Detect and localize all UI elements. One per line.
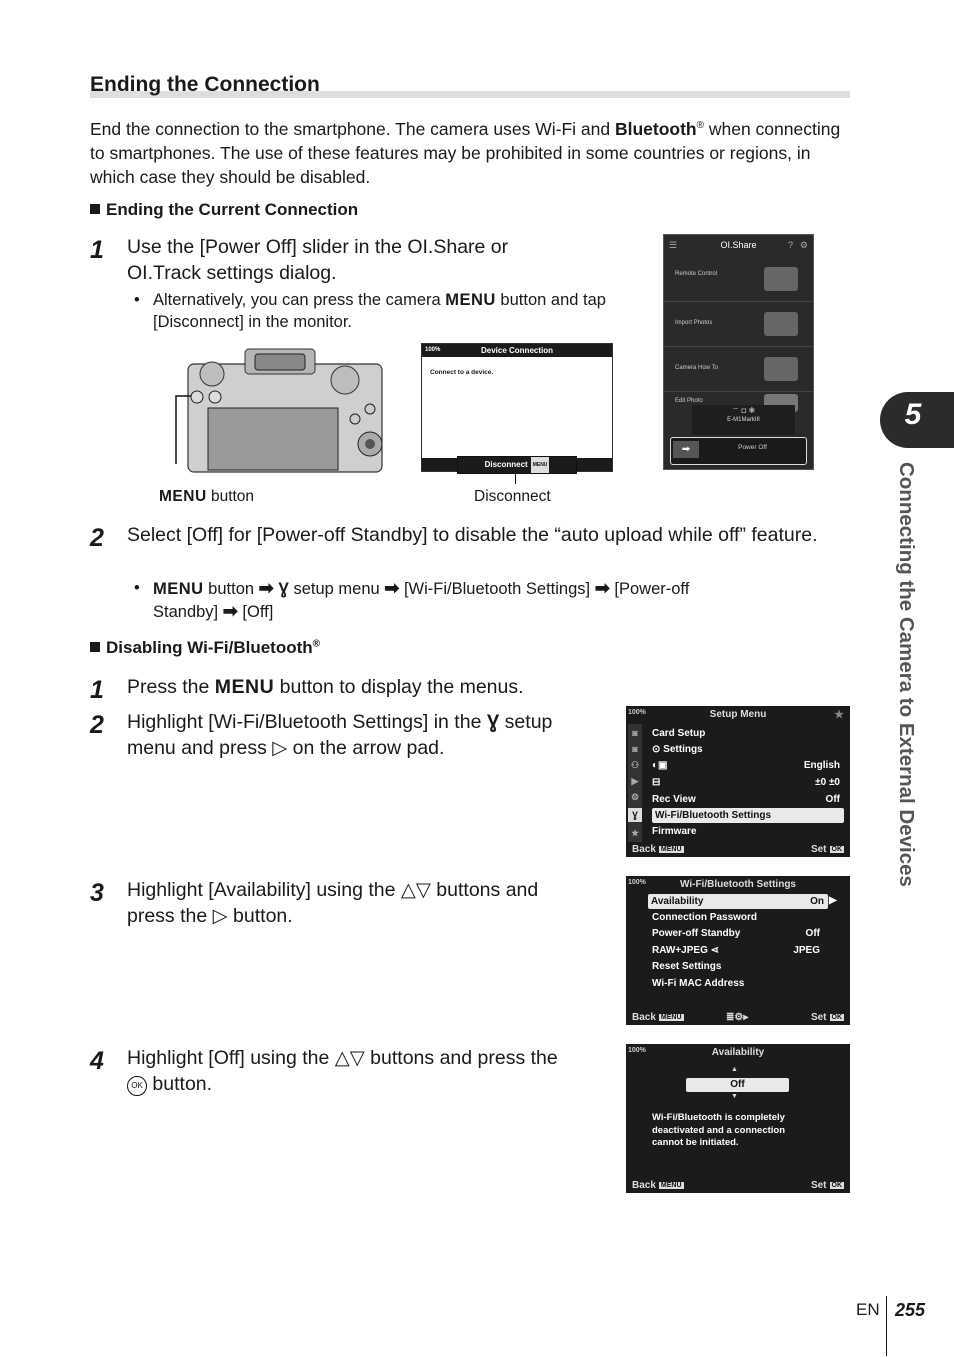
- row-value: On: [810, 896, 824, 907]
- step-text: Use the [Power Off] slider in the OI.Share or OI.Track settings dialog.: [127, 236, 509, 284]
- battery-icon: 100%: [628, 709, 646, 716]
- menu-row[interactable]: [652, 775, 844, 790]
- menu-tag: MENU: [660, 1182, 682, 1189]
- menu-row[interactable]: [652, 910, 824, 925]
- bullet-text-a: Alternatively, you can press the camera: [153, 291, 446, 309]
- row-label: Connection Password: [652, 912, 758, 923]
- language-icon: ◐▣: [652, 760, 668, 771]
- row-label: Availability: [651, 896, 704, 907]
- path-text: [Power-off: [609, 580, 690, 598]
- path-text: button: [203, 580, 255, 598]
- phone-item[interactable]: [664, 257, 813, 302]
- intro-bluetooth: Bluetooth: [614, 118, 697, 139]
- disconnect-button[interactable]: [457, 456, 577, 474]
- step-text: [127, 1045, 617, 1097]
- availability-message: Wi-Fi/Bluetooth is completely deactivated and a connection cannot be initiated.: [652, 1112, 786, 1148]
- bullet-text-b: button and tap [Disconnect] in the monitor.: [153, 291, 606, 331]
- availability-option-selected[interactable]: [686, 1078, 789, 1092]
- step-number: 1: [90, 236, 104, 264]
- phone-item[interactable]: [664, 347, 813, 392]
- share-icon: ⋖: [707, 945, 720, 956]
- row-label: RAW+JPEG: [652, 945, 708, 956]
- row-value: Off: [805, 928, 820, 939]
- disconnect-leader-line: [515, 470, 516, 484]
- row-label: Wi-Fi MAC Address: [652, 978, 745, 989]
- option-label: Off: [730, 1079, 745, 1090]
- bullet-dot: •: [134, 579, 140, 597]
- row-label: Reset Settings: [652, 961, 722, 972]
- device-screen-body: Connect to a device.: [430, 369, 494, 376]
- step-text-b: buttons and: [430, 879, 539, 901]
- row-label: Wi-Fi/Bluetooth Settings: [655, 810, 772, 821]
- set-label: Set: [810, 1180, 827, 1191]
- mymenu-tab-icon[interactable]: ★: [630, 828, 640, 838]
- path-text: [Wi-Fi/Bluetooth Settings]: [399, 580, 591, 598]
- step-text-d: on the arrow pad.: [287, 737, 445, 759]
- phone-connect-popup: [692, 405, 795, 435]
- row-label: Rec View: [652, 794, 696, 805]
- battery-icon: 100%: [628, 1047, 646, 1054]
- menu-tag: MENU: [660, 1014, 682, 1021]
- camera-caption-text: button: [206, 488, 255, 505]
- footer-divider: [886, 1296, 887, 1356]
- step-text-a: Highlight [Availability] using the: [127, 879, 401, 901]
- subsection-title-1: [90, 200, 358, 220]
- help-icon[interactable]: ?: [787, 240, 793, 250]
- back-label: Back: [632, 1180, 656, 1191]
- monitor-adjust-icon: ⊟: [652, 777, 661, 788]
- back-hint: [632, 1012, 684, 1023]
- step-text: [127, 709, 607, 761]
- ok-tag: OK: [831, 1014, 842, 1021]
- menu-word: MENU: [445, 291, 496, 309]
- right-arrow-icon: ➡: [384, 578, 400, 598]
- battery-icon: 100%: [425, 347, 441, 353]
- bullet-menu-path: [153, 577, 843, 623]
- step-text: Select [Off] for [Power-off Standby] to disable the “auto upload while off” feature.: [127, 524, 818, 546]
- menu-word: MENU: [153, 580, 204, 598]
- menu-row[interactable]: [652, 959, 824, 974]
- menu-row[interactable]: [652, 824, 844, 839]
- disconnect-caption: Disconnect: [474, 488, 551, 505]
- right-arrow-icon: ➡: [258, 578, 274, 598]
- screen-title: Setup Menu: [709, 709, 767, 720]
- step-number: 2: [90, 711, 104, 739]
- menu-row[interactable]: [652, 976, 824, 991]
- back-label: Back: [632, 844, 656, 855]
- path-text: Standby]: [153, 603, 219, 621]
- intro-reg: ®: [696, 120, 704, 131]
- ok-tag: OK: [831, 1182, 842, 1189]
- row-label: Firmware: [652, 826, 697, 837]
- camera-howto-icon: [764, 357, 798, 381]
- row-value: ±0 ±0: [815, 777, 840, 788]
- device-connection-screen: [421, 343, 613, 472]
- footer-lang: EN: [856, 1300, 880, 1319]
- menu-row[interactable]: [652, 742, 844, 757]
- intro-paragraph: [90, 114, 850, 189]
- chapter-number: 5: [904, 398, 922, 431]
- arrow-right-outline-icon: ▷: [212, 905, 228, 927]
- up-down-arrows-icon: △▽: [334, 1047, 365, 1069]
- up-arrow-icon: ▲: [731, 1066, 738, 1073]
- step-number: 1: [90, 676, 104, 704]
- remote-icon: [764, 267, 798, 291]
- camera1-tab-icon[interactable]: ◙: [632, 728, 638, 738]
- clock-icon: ⊙: [652, 744, 664, 755]
- wrench-icon: Ɣ: [278, 580, 289, 598]
- wrench-tab-icon[interactable]: Ɣ: [628, 808, 642, 822]
- bullet-dot: •: [134, 291, 140, 309]
- set-label: Set: [810, 844, 827, 855]
- step-number: 4: [90, 1047, 104, 1075]
- phone-item-label: Edit Photo: [675, 398, 703, 404]
- subsection-title-1-text: Ending the Current Connection: [106, 200, 359, 219]
- phone-item-label: Remote Control: [675, 271, 718, 277]
- menu-row[interactable]: [652, 758, 844, 773]
- chapter-title: [894, 462, 920, 952]
- bullet-text: [153, 289, 613, 333]
- step-text-a: Highlight [Wi-Fi/Bluetooth Settings] in the: [127, 711, 487, 733]
- subsection-title-2: [90, 638, 320, 658]
- power-off-label: Power Off: [738, 444, 767, 451]
- screen-title: Availability: [711, 1047, 765, 1058]
- square-bullet-icon: [90, 642, 100, 652]
- row-value: Off: [825, 794, 840, 805]
- row-label: Settings: [663, 744, 703, 755]
- menu-row[interactable]: [652, 943, 824, 958]
- phone-header: [664, 235, 813, 255]
- phone-item-label: Import Photos: [675, 320, 713, 326]
- intro-text-2: when connecting to smartphones. The use of these features may be prohibited in some countries or regions, in which case they should be disabled.: [90, 118, 841, 187]
- settings-arrow-icon: ≣⚙▸: [726, 1012, 749, 1023]
- menu-tab-column: [628, 724, 642, 842]
- back-label: Back: [632, 1012, 656, 1023]
- row-value: JPEG: [793, 945, 820, 956]
- step-text: [127, 674, 524, 700]
- right-arrow-icon: ➡: [222, 601, 238, 621]
- row-label: Card Setup: [652, 728, 706, 739]
- device-screen-title: Device Connection: [480, 346, 553, 355]
- phone-screenshot: [663, 234, 814, 470]
- phone-device-name: E-M1MarkIII: [727, 417, 760, 423]
- menu-icon[interactable]: ☰: [669, 240, 678, 250]
- step-text-c: menu and press: [127, 737, 273, 759]
- menu-word: MENU: [159, 488, 207, 505]
- screen-title: Wi-Fi/Bluetooth Settings: [679, 879, 796, 890]
- set-label: Set: [810, 1012, 827, 1023]
- down-arrow-icon: ▼: [731, 1093, 738, 1100]
- step-number: 2: [90, 524, 104, 552]
- star-icon: ★: [834, 709, 844, 721]
- playback-tab-icon[interactable]: ▶: [631, 776, 639, 786]
- page-number: 255: [895, 1300, 926, 1320]
- set-hint: [811, 1180, 844, 1191]
- video-tab-icon[interactable]: ⚇: [630, 760, 640, 770]
- step-number: 3: [90, 879, 104, 907]
- arrow-right-outline-icon: ▷: [272, 737, 288, 759]
- row-value: English: [803, 760, 840, 771]
- arrow-right-icon: ▶: [829, 895, 837, 906]
- row-label: Power-off Standby: [652, 928, 741, 939]
- right-arrow-icon: ➡: [594, 578, 610, 598]
- chapter-title-text: Connecting the Camera to External Devices: [895, 462, 918, 887]
- menu-row[interactable]: [652, 792, 844, 807]
- back-hint: [632, 844, 684, 855]
- menu-row-selected[interactable]: [652, 808, 844, 823]
- path-text: setup menu: [288, 580, 380, 598]
- camera2-tab-icon[interactable]: ◙: [632, 744, 638, 754]
- gear-icon[interactable]: ⚙: [799, 240, 808, 250]
- phone-item-label: Camera How To: [675, 365, 718, 371]
- import-icon: [764, 312, 798, 336]
- up-down-arrows-icon: △▽: [400, 879, 431, 901]
- step-text-a: Highlight [Off] using the: [127, 1047, 335, 1069]
- disconnect-button-label: Disconnect: [484, 460, 528, 469]
- power-off-slider[interactable]: [670, 437, 807, 465]
- availability-screen: [626, 1044, 850, 1193]
- step-text-b: buttons and press the: [364, 1047, 558, 1069]
- wifi-settings-screen: [626, 876, 850, 1025]
- path-text: [Off]: [237, 603, 274, 621]
- step-text-d: button.: [227, 905, 293, 927]
- menu-tag: MENU: [660, 846, 682, 853]
- reg-mark: ®: [312, 638, 321, 650]
- menu-row-selected[interactable]: [648, 894, 828, 909]
- menu-row[interactable]: [652, 726, 844, 741]
- camera-caption: [159, 488, 254, 506]
- device-screen-header: [422, 344, 612, 357]
- menu-row[interactable]: [652, 926, 824, 941]
- set-hint: [811, 844, 844, 855]
- step-text-c: button.: [147, 1073, 213, 1095]
- subsection-title-2-text: Disabling Wi-Fi/Bluetooth: [106, 638, 313, 657]
- camera-illustration: [160, 344, 385, 474]
- wrench-icon: Ɣ: [486, 711, 500, 733]
- phone-item[interactable]: [664, 302, 813, 347]
- menu-word: MENU: [214, 676, 275, 698]
- section-title: Ending the Connection: [90, 73, 320, 96]
- step-text-c: press the: [127, 905, 213, 927]
- menu-tag: MENU: [531, 457, 550, 473]
- ok-button-icon: OK: [127, 1076, 147, 1096]
- wifi-bluetooth-icon: ⌔ ◘ ✱: [731, 406, 756, 415]
- step-text-b: button to display the menus.: [274, 676, 524, 698]
- step-text-b: setup: [499, 711, 553, 733]
- intro-text: End the connection to the smartphone. The camera uses Wi-Fi and: [90, 118, 615, 139]
- step-text: [127, 877, 607, 929]
- ok-tag: OK: [831, 846, 842, 853]
- battery-icon: 100%: [628, 879, 646, 886]
- custom-tab-icon[interactable]: ⚙: [630, 792, 640, 802]
- back-hint: [632, 1180, 684, 1191]
- step-text-a: Press the: [127, 676, 215, 698]
- slider-arrow-icon[interactable]: ➡: [673, 441, 699, 458]
- setup-menu-screen: [626, 706, 850, 857]
- set-hint: [811, 1012, 844, 1023]
- phone-app-title: OI.Share: [720, 240, 757, 250]
- square-bullet-icon: [90, 204, 100, 214]
